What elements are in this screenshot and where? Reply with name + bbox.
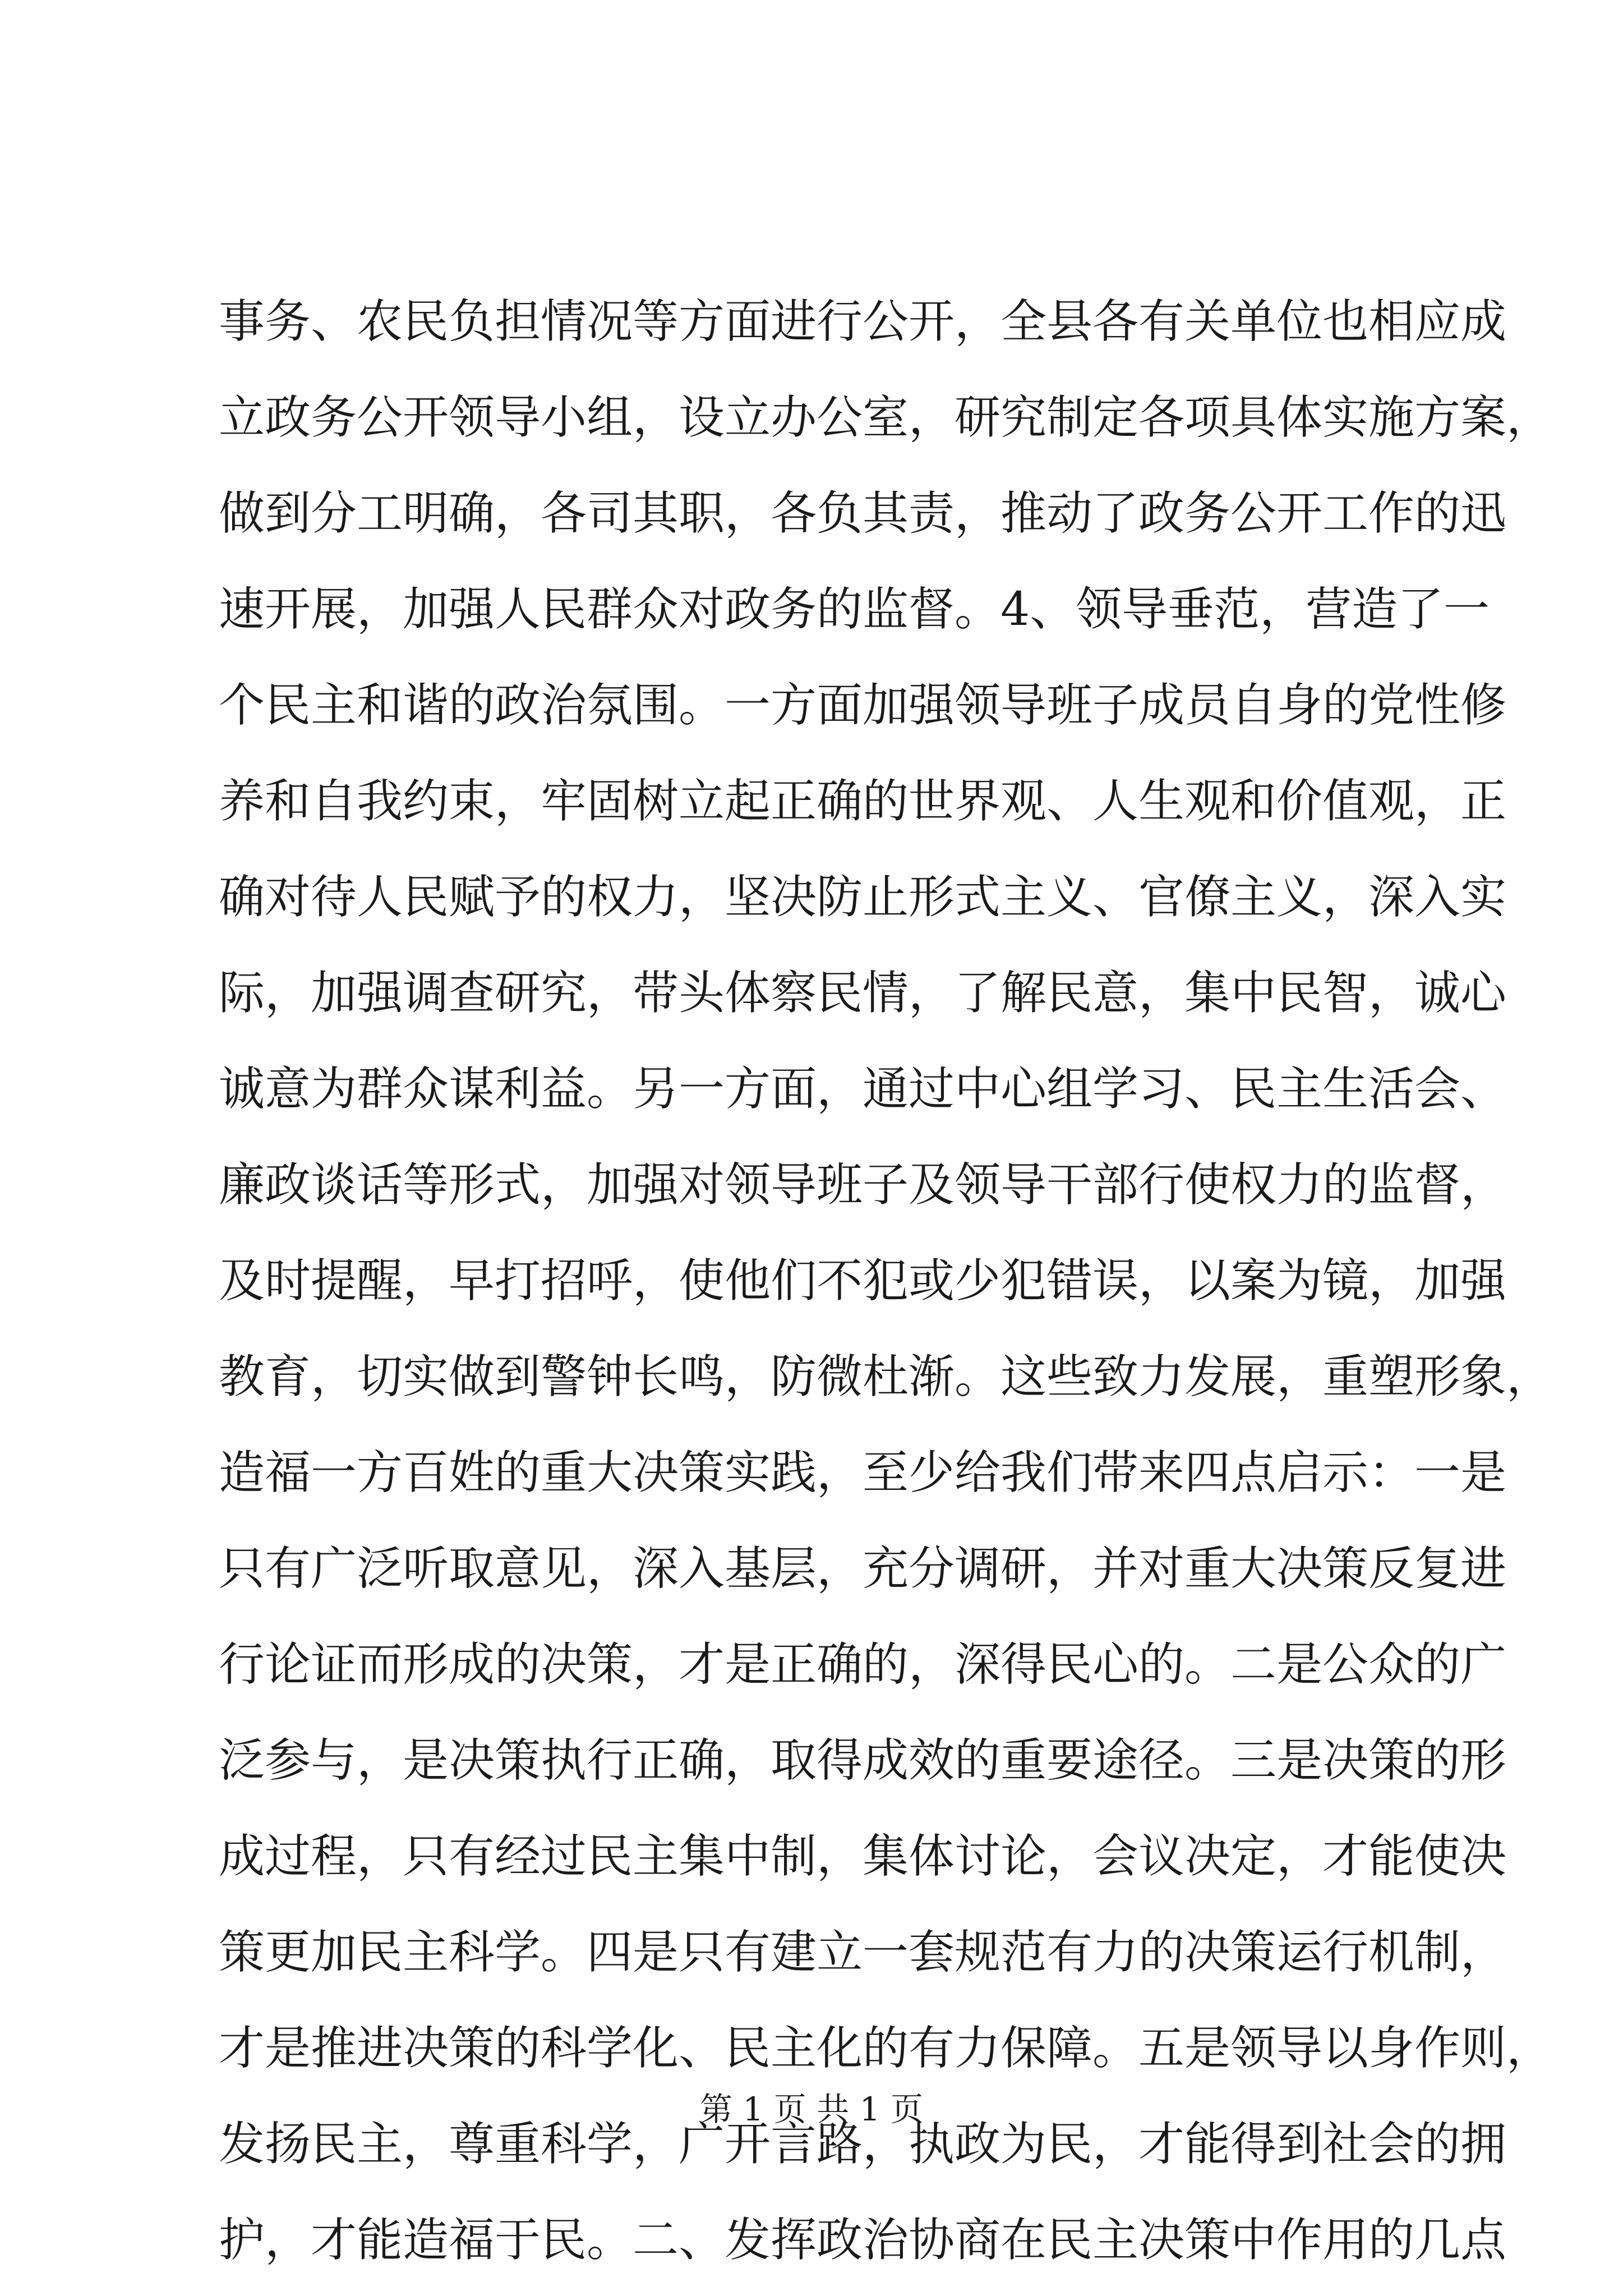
text-line: 诚意为群众谋利益。另一方面，通过中心组学习、民主生活会、 [219,1062,1507,1116]
text-line: 事务、农民负担情况等方面进行公开，全县各有关单位也相应成 [219,295,1507,348]
text-line: 及时提醒，早打招呼，使他们不犯或少犯错误，以案为镜，加强 [219,1254,1507,1308]
text-line: 护，才能造福于民。二、发挥政治协商在民主决策中作用的几点 [219,2214,1507,2267]
text-line: 泛参与，是决策执行正确，取得成效的重要途径。三是决策的形 [219,1734,1507,1787]
text-line: 养和自我约束，牢固树立起正确的世界观、人生观和价值观，正 [219,775,1507,828]
text-line: 确对待人民赋予的权力，坚决防止形式主义、官僚主义，深入实 [219,871,1507,924]
text-line: 造福一方百姓的重大决策实践，至少给我们带来四点启示：一是 [219,1446,1507,1499]
text-line: 才是推进决策的科学化、民主化的有力保障。五是领导以身作则， [219,2022,1553,2075]
text-line: 立政务公开领导小组，设立办公室，研究制定各项具体实施方案， [219,391,1553,444]
text-line: 做到分工明确，各司其职，各负其责，推动了政务公开工作的迅 [219,487,1507,540]
text-line: 速开展，加强人民群众对政务的监督。4、领导垂范，营造了一 [219,583,1490,636]
text-line: 廉政谈话等形式，加强对领导班子及领导干部行使权力的监督， [219,1158,1507,1212]
body-text [219,274,1553,2288]
text-line: 策更加民主科学。四是只有建立一套规范有力的决策运行机制， [219,1926,1507,1979]
text-line: 个民主和谐的政治氛围。一方面加强领导班子成员自身的党性修 [219,679,1507,732]
text-line: 发扬民主，尊重科学，广开言路，执政为民，才能得到社会的拥 [219,2118,1507,2171]
text-line: 行论证而形成的决策，才是正确的，深得民心的。二是公众的广 [219,1638,1507,1691]
page-number-footer: 第 1 页 共 1 页 [700,2090,923,2128]
text-line: 教育，切实做到警钟长鸣，防微杜渐。这些致力发展，重塑形象， [219,1350,1553,1404]
text-line: 际，加强调查研究，带头体察民情，了解民意，集中民智，诚心 [219,967,1507,1020]
text-line: 成过程，只有经过民主集中制，集体讨论，会议决定，才能使决 [219,1830,1507,1883]
text-line: 只有广泛听取意见，深入基层，充分调研，并对重大决策反复进 [219,1542,1507,1595]
